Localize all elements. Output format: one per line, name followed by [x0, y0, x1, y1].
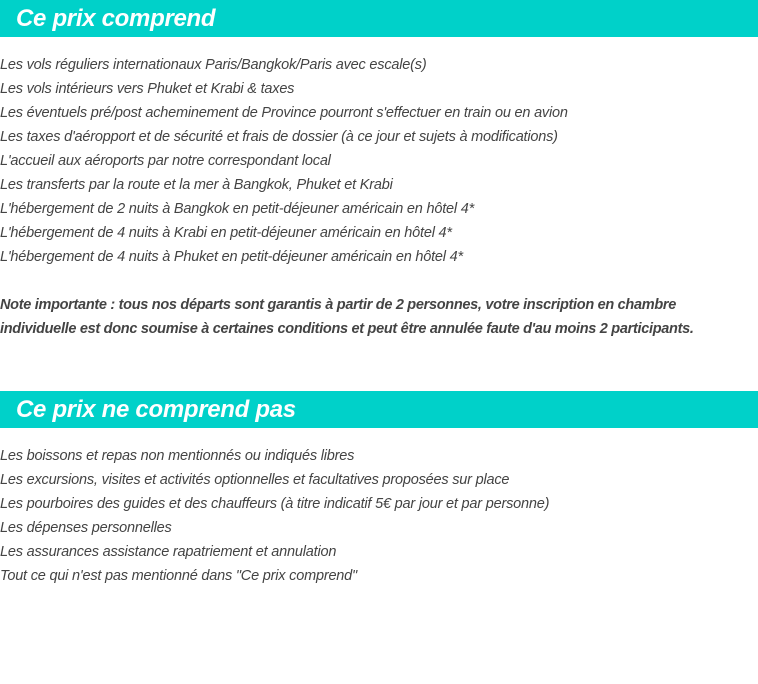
list-item: Les assurances assistance rapatriement et annulation [0, 544, 337, 560]
list-item: L'accueil aux aéroports par notre correspondant local [0, 153, 331, 169]
price-excludes-banner [0, 391, 758, 428]
list-item: Les pourboires des guides et des chauffeurs (à titre indicatif 5€ par jour et par personne) [0, 496, 550, 512]
list-item: Les transferts par la route et la mer à Bangkok, Phuket et Krabi [0, 177, 393, 193]
list-item: Les boissons et repas non mentionnés ou indiqués libres [0, 448, 355, 464]
price-includes-list [0, 53, 758, 269]
price-excludes-section [0, 391, 758, 588]
important-note: Note importante : tous nos départs sont garantis à partir de 2 personnes, votre inscription en chambre individuelle est donc soumise à certaines conditions et peut être annulée faute d'au moins 2 participants. [0, 297, 694, 337]
price-includes-banner [0, 0, 758, 37]
list-item: Les vols intérieurs vers Phuket et Krabi & taxes [0, 81, 295, 97]
price-excludes-title: Ce prix ne comprend pas [16, 395, 296, 423]
list-item: L'hébergement de 4 nuits à Phuket en petit-déjeuner américain en hôtel 4* [0, 249, 463, 265]
list-item: L'hébergement de 4 nuits à Krabi en petit-déjeuner américain en hôtel 4* [0, 225, 452, 241]
price-includes-section [0, 0, 758, 341]
list-item: Les excursions, visites et activités optionnelles et facultatives proposées sur place [0, 472, 510, 488]
list-item: Les éventuels pré/post acheminement de Province pourront s'effectuer en train ou en avion [0, 105, 568, 121]
price-includes-title: Ce prix comprend [16, 4, 216, 32]
price-excludes-list [0, 444, 758, 588]
list-item: Les taxes d'aéropport et de sécurité et frais de dossier (à ce jour et sujets à modifications) [0, 129, 558, 145]
list-item: Les dépenses personnelles [0, 520, 172, 536]
list-item: Tout ce qui n'est pas mentionné dans "Ce prix comprend" [0, 568, 357, 584]
list-item: L'hébergement de 2 nuits à Bangkok en petit-déjeuner américain en hôtel 4* [0, 201, 475, 217]
list-item: Les vols réguliers internationaux Paris/Bangkok/Paris avec escale(s) [0, 57, 427, 73]
